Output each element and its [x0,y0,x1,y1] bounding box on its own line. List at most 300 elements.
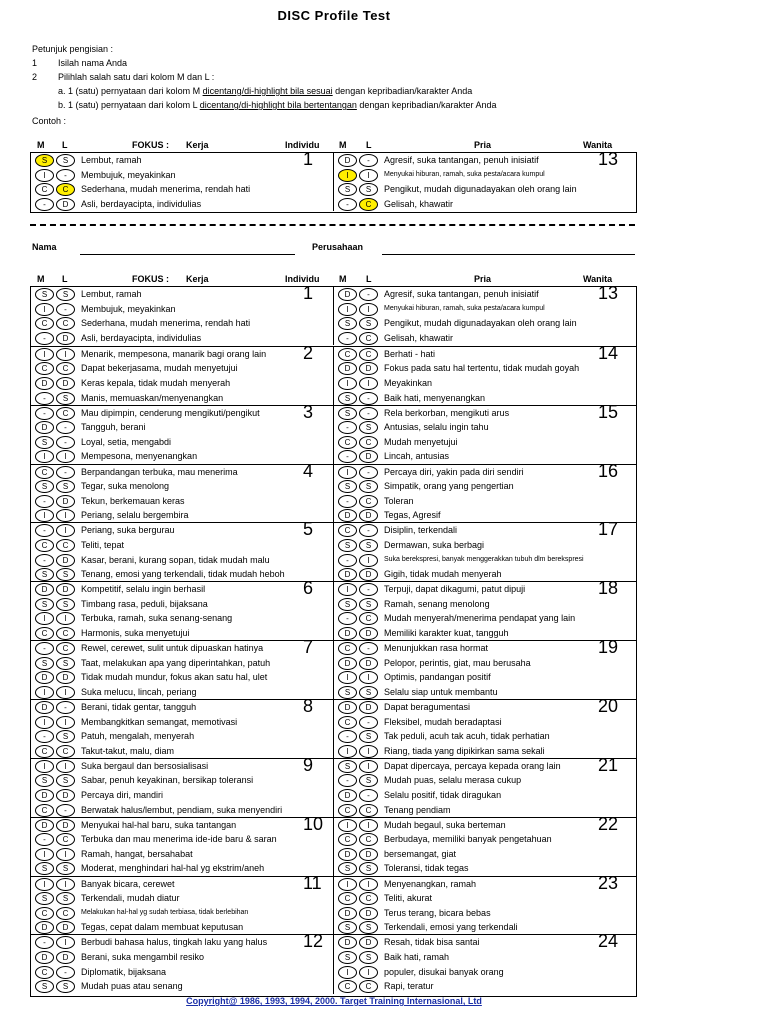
l-choice-oval[interactable]: I [359,554,378,567]
l-choice-oval[interactable]: C [56,407,75,420]
l-choice-oval[interactable]: C [359,436,378,449]
l-choice-oval[interactable]: S [56,774,75,787]
m-choice-oval[interactable]: S [338,407,357,420]
statement-text: Berani, tidak gentar, tangguh [81,701,197,712]
l-choice-oval[interactable]: C [359,833,378,846]
m-choice-oval[interactable]: I [35,612,54,625]
m-choice-oval[interactable]: D [338,154,357,167]
l-choice-oval[interactable]: S [56,892,75,905]
l-choice-oval[interactable]: C [359,198,378,211]
header-m: M [37,140,45,150]
m-choice-oval[interactable]: D [35,421,54,434]
m-choice-oval[interactable]: D [338,362,357,375]
m-choice-oval[interactable]: C [35,745,54,758]
m-choice-oval[interactable]: S [35,154,54,167]
statement-text: Menyukai hiburan, ramah, suka pesta/acara kumpul [384,304,545,312]
statement-text: Terpuji, dapat dikagumi, patut dipuji [384,584,526,595]
header-l: L [62,274,68,284]
question-group-left [31,460,333,523]
l-choice-oval[interactable]: I [56,450,75,463]
l-choice-oval[interactable]: I [359,671,378,684]
m-choice-oval[interactable]: I [338,466,357,479]
m-choice-oval[interactable]: I [35,509,54,522]
l-choice-oval[interactable]: S [359,730,378,743]
statement-text: Teliti, akurat [384,893,433,904]
statement-row [334,744,637,759]
m-choice-oval[interactable]: I [338,671,357,684]
l-choice-oval[interactable]: - [359,154,378,167]
statement-row [334,891,637,906]
statement-row [31,182,333,197]
l-choice-oval[interactable]: S [359,421,378,434]
m-choice-oval[interactable]: C [338,892,357,905]
m-choice-oval[interactable]: I [338,878,357,891]
l-choice-oval[interactable]: - [359,288,378,301]
l-choice-oval[interactable]: S [359,921,378,934]
l-choice-oval[interactable]: D [56,495,75,508]
l-choice-oval[interactable]: I [359,169,378,182]
l-choice-oval[interactable]: - [56,169,75,182]
m-choice-oval[interactable]: - [338,730,357,743]
m-choice-oval[interactable]: C [35,966,54,979]
m-choice-oval[interactable]: - [35,730,54,743]
m-choice-oval[interactable]: S [35,480,54,493]
statement-row [334,818,637,833]
statement-text: Gelisah, khawatir [384,198,454,209]
m-choice-oval[interactable]: I [35,686,54,699]
l-choice-oval[interactable]: D [359,936,378,949]
l-choice-oval[interactable]: D [56,332,75,345]
m-choice-oval[interactable]: C [35,466,54,479]
l-choice-oval[interactable]: - [359,583,378,596]
statement-row [31,153,333,168]
m-choice-oval[interactable]: I [338,377,357,390]
statement-text: Ramah, senang menolong [384,598,490,609]
l-choice-oval[interactable]: C [56,642,75,655]
l-choice-oval[interactable]: S [359,539,378,552]
statement-text: Percaya diri, mandiri [81,789,164,800]
l-choice-oval[interactable]: I [56,686,75,699]
m-choice-oval[interactable]: I [35,716,54,729]
statement-text: Menunjukkan rasa hormat [384,643,489,654]
l-choice-oval[interactable]: I [359,303,378,316]
l-choice-oval[interactable]: I [359,966,378,979]
m-choice-oval[interactable]: D [35,921,54,934]
question-group-right [333,401,637,464]
m-choice-oval[interactable]: C [35,539,54,552]
l-choice-oval[interactable]: D [359,627,378,640]
l-choice-oval[interactable]: S [359,317,378,330]
l-choice-oval[interactable]: D [56,377,75,390]
l-choice-oval[interactable]: C [56,907,75,920]
header-pria: Pria [474,274,492,284]
l-choice-oval[interactable]: C [56,317,75,330]
statement-text: Tenang, emosi yang terkendali, tidak mudah heboh [81,569,285,580]
statement-row [334,861,637,876]
statement-row [31,406,333,421]
m-choice-oval[interactable]: S [35,657,54,670]
l-choice-oval[interactable]: D [359,362,378,375]
statement-text: Menarik, mempesona, manarik bagi orang lain [81,348,267,359]
m-choice-oval[interactable]: D [338,789,357,802]
m-choice-oval[interactable]: D [338,627,357,640]
question-number: 24 [598,931,619,952]
statement-row [31,803,333,818]
l-choice-oval[interactable]: S [56,392,75,405]
m-choice-oval[interactable]: C [35,907,54,920]
l-choice-oval[interactable]: I [56,878,75,891]
statement-text: Mempesona, menyenangkan [81,451,198,462]
perusahaan-field-line[interactable] [382,254,635,255]
m-choice-oval[interactable]: C [35,627,54,640]
m-choice-oval[interactable]: C [35,362,54,375]
m-choice-oval[interactable]: S [338,392,357,405]
m-choice-oval[interactable]: I [338,966,357,979]
m-choice-oval[interactable]: D [35,671,54,684]
m-choice-oval[interactable]: C [35,804,54,817]
l-choice-oval[interactable]: - [56,303,75,316]
statement-row [334,626,637,641]
m-choice-oval[interactable]: S [35,774,54,787]
statement-row [334,538,637,553]
l-choice-oval[interactable]: - [359,407,378,420]
l-choice-oval[interactable]: D [56,554,75,567]
l-choice-oval[interactable]: D [359,657,378,670]
statement-row [334,803,637,818]
l-choice-oval[interactable]: C [359,612,378,625]
statement-row [31,818,333,833]
statement-row [334,376,637,391]
statement-row [31,508,333,523]
m-choice-oval[interactable]: D [35,819,54,832]
m-choice-oval[interactable]: C [338,524,357,537]
l-choice-oval[interactable]: C [56,627,75,640]
question-group-left [31,754,333,817]
m-choice-oval[interactable]: - [338,612,357,625]
l-choice-oval[interactable]: I [359,745,378,758]
l-choice-oval[interactable]: C [359,980,378,993]
m-choice-oval[interactable]: S [338,686,357,699]
m-choice-oval[interactable]: C [338,436,357,449]
l-choice-oval[interactable]: - [56,966,75,979]
m-choice-oval[interactable]: D [338,657,357,670]
l-choice-oval[interactable]: S [56,154,75,167]
m-choice-oval[interactable]: I [338,169,357,182]
l-choice-oval[interactable]: S [56,730,75,743]
question-group-right [333,931,637,993]
statement-text: Berani, suka mengambil resiko [81,951,205,962]
m-choice-oval[interactable]: I [35,169,54,182]
m-choice-oval[interactable]: S [35,288,54,301]
m-choice-oval[interactable]: - [35,642,54,655]
question-group-left [31,637,333,699]
question-block [31,519,636,581]
statement-row [334,316,637,331]
m-choice-oval[interactable]: D [338,288,357,301]
l-choice-oval[interactable]: I [56,760,75,773]
m-choice-oval[interactable]: - [338,332,357,345]
statement-text: Terus terang, bicara bebas [384,907,491,918]
m-choice-oval[interactable]: S [35,598,54,611]
l-choice-oval[interactable]: - [359,642,378,655]
m-choice-oval[interactable]: C [338,642,357,655]
statement-text: Terkendali, mudah diatur [81,893,180,904]
m-choice-oval[interactable]: I [35,348,54,361]
l-choice-oval[interactable]: S [359,183,378,196]
question-number: 7 [303,637,314,658]
m-choice-oval[interactable]: I [35,848,54,861]
m-choice-oval[interactable]: C [338,348,357,361]
question-number: 13 [598,149,619,169]
statement-row [31,656,333,671]
instructions [32,42,496,128]
question-number: 18 [598,578,619,599]
l-choice-oval[interactable]: D [359,450,378,463]
m-choice-oval[interactable]: D [338,701,357,714]
l-choice-oval[interactable]: D [56,921,75,934]
l-choice-oval[interactable]: S [359,862,378,875]
m-choice-oval[interactable]: S [35,862,54,875]
m-choice-oval[interactable]: D [35,789,54,802]
statement-row [31,891,333,906]
l-choice-oval[interactable]: C [56,362,75,375]
l-choice-oval[interactable]: D [56,789,75,802]
m-choice-oval[interactable]: S [338,183,357,196]
l-choice-oval[interactable]: I [56,348,75,361]
l-choice-oval[interactable]: I [359,377,378,390]
step-text: Pilihlah salah satu dari kolom M dan L : [58,72,215,82]
statement-text: Rewel, cerewet, sulit untuk dipuaskan hatinya [81,643,264,654]
m-choice-oval[interactable]: - [35,554,54,567]
l-choice-oval[interactable]: I [359,878,378,891]
m-choice-oval[interactable]: - [35,332,54,345]
l-choice-oval[interactable]: I [56,509,75,522]
statement-text: Berhati - hati [384,348,436,359]
statement-row [31,168,333,183]
m-choice-oval[interactable]: - [35,936,54,949]
m-choice-oval[interactable]: D [35,701,54,714]
m-choice-oval[interactable]: I [338,819,357,832]
question-number: 13 [598,283,619,303]
l-choice-oval[interactable]: C [56,745,75,758]
m-choice-oval[interactable]: D [338,568,357,581]
l-choice-oval[interactable]: D [56,198,75,211]
m-choice-oval[interactable]: - [35,392,54,405]
l-choice-oval[interactable]: I [359,819,378,832]
statement-row [334,553,637,568]
m-choice-oval[interactable]: - [338,198,357,211]
statement-text: Berbudi bahasa halus, tingkah laku yang halus [81,937,268,948]
m-choice-oval[interactable]: S [338,317,357,330]
l-choice-oval[interactable]: S [359,480,378,493]
l-choice-oval[interactable]: S [56,598,75,611]
m-choice-oval[interactable]: S [35,892,54,905]
m-choice-oval[interactable]: - [35,495,54,508]
statement-row [31,361,333,376]
m-choice-oval[interactable]: D [338,509,357,522]
l-choice-oval[interactable]: C [359,348,378,361]
l-choice-oval[interactable]: I [56,936,75,949]
m-choice-oval[interactable]: I [338,303,357,316]
l-choice-oval[interactable]: S [56,480,75,493]
step-number: 1 [32,58,38,68]
l-choice-oval[interactable]: D [359,701,378,714]
m-choice-oval[interactable]: C [338,804,357,817]
m-choice-oval[interactable]: D [35,583,54,596]
l-choice-oval[interactable]: C [359,332,378,345]
l-choice-oval[interactable]: - [359,789,378,802]
l-choice-oval[interactable]: I [56,716,75,729]
header-individu: Individu [285,274,320,284]
m-choice-oval[interactable]: C [35,183,54,196]
m-choice-oval[interactable]: I [338,745,357,758]
m-choice-oval[interactable]: C [338,980,357,993]
main-grid [30,283,637,997]
l-choice-oval[interactable]: C [359,495,378,508]
m-choice-oval[interactable]: - [338,774,357,787]
m-choice-oval[interactable]: I [35,450,54,463]
m-choice-oval[interactable]: I [35,878,54,891]
l-choice-oval[interactable]: C [359,804,378,817]
l-choice-oval[interactable]: S [56,657,75,670]
l-choice-oval[interactable]: S [56,980,75,993]
l-choice-oval[interactable]: - [56,804,75,817]
statement-row [31,744,333,759]
question-group-left [31,149,333,211]
m-choice-oval[interactable]: C [338,716,357,729]
statement-text: Moderat, menghindari hal-hal yg ekstrim/aneh [81,863,265,874]
instruction-b [32,98,496,112]
contoh-label: Contoh : [32,116,67,126]
statement-text: Asli, berdayacipta, individulias [81,198,202,209]
m-choice-oval[interactable]: - [338,495,357,508]
l-choice-oval[interactable]: I [359,760,378,773]
m-choice-oval[interactable]: S [338,862,357,875]
l-choice-oval[interactable]: C [359,892,378,905]
m-choice-oval[interactable]: S [338,951,357,964]
nama-field-line[interactable] [80,254,295,255]
l-choice-oval[interactable]: D [359,848,378,861]
m-choice-oval[interactable]: I [338,583,357,596]
l-choice-oval[interactable]: - [56,421,75,434]
statement-row [334,361,637,376]
l-choice-oval[interactable]: - [56,436,75,449]
statement-text: Dapat beragumentasi [384,701,471,712]
l-choice-oval[interactable]: I [56,524,75,537]
l-choice-oval[interactable]: S [359,951,378,964]
m-choice-oval[interactable]: - [35,833,54,846]
m-choice-oval[interactable]: S [35,980,54,993]
l-choice-oval[interactable]: S [56,288,75,301]
m-choice-oval[interactable]: S [338,921,357,934]
m-choice-oval[interactable]: - [338,554,357,567]
statement-row [31,979,333,994]
m-choice-oval[interactable]: S [35,436,54,449]
question-group-left [31,519,333,581]
l-choice-oval[interactable]: S [56,862,75,875]
l-choice-oval[interactable]: S [56,568,75,581]
question-group-left [31,695,333,758]
l-choice-oval[interactable]: C [56,183,75,196]
l-choice-oval[interactable]: D [56,671,75,684]
m-choice-oval[interactable]: C [35,317,54,330]
l-choice-oval[interactable]: - [359,716,378,729]
m-choice-oval[interactable]: S [338,480,357,493]
statement-row [31,347,333,362]
statement-row [334,685,637,700]
l-choice-oval[interactable]: S [359,774,378,787]
statement-text: Kompetitif, selalu ingin berhasil [81,584,206,595]
m-choice-oval[interactable]: S [35,568,54,581]
question-group-left [31,578,333,640]
statement-text: Takut-takut, malu, diam [81,745,175,756]
statement-row [334,877,637,892]
statement-text: Disiplin, terkendali [384,525,458,536]
statement-row [334,508,637,523]
statement-row [31,920,333,935]
statement-row [334,567,637,582]
l-choice-oval[interactable]: - [56,701,75,714]
l-choice-oval[interactable]: - [359,466,378,479]
m-choice-oval[interactable]: - [35,407,54,420]
l-choice-oval[interactable]: D [56,819,75,832]
l-choice-oval[interactable]: D [56,583,75,596]
m-choice-oval[interactable]: S [338,539,357,552]
m-choice-oval[interactable]: D [338,848,357,861]
l-choice-oval[interactable]: S [359,598,378,611]
instruction-step-1 [32,56,496,70]
header-m: M [37,274,45,284]
statement-text: Mudah puas atau senang [81,981,183,992]
m-choice-oval[interactable]: S [338,760,357,773]
m-choice-oval[interactable]: D [35,951,54,964]
l-choice-oval[interactable]: S [359,686,378,699]
l-choice-oval[interactable]: I [56,612,75,625]
l-choice-oval[interactable]: I [56,848,75,861]
m-choice-oval[interactable]: - [35,524,54,537]
l-choice-oval[interactable]: - [56,466,75,479]
question-number: 10 [303,813,324,834]
m-choice-oval[interactable]: - [338,450,357,463]
dashed-divider [30,224,635,226]
m-choice-oval[interactable]: D [338,907,357,920]
question-block [31,754,636,817]
page-title: DISC Profile Test [277,8,391,23]
l-choice-oval[interactable]: - [359,524,378,537]
l-choice-oval[interactable]: D [359,568,378,581]
m-choice-oval[interactable]: C [338,833,357,846]
m-choice-oval[interactable]: I [35,760,54,773]
statement-text: Berwatak halus/lembut, pendiam, suka menyendiri [81,804,283,815]
m-choice-oval[interactable]: D [35,377,54,390]
statement-text: Pelopor, perintis, giat, mau berusaha [384,657,531,668]
l-choice-oval[interactable]: D [359,509,378,522]
l-choice-oval[interactable]: C [56,539,75,552]
l-choice-oval[interactable]: C [56,833,75,846]
l-choice-oval[interactable]: D [56,951,75,964]
m-choice-oval[interactable]: I [35,303,54,316]
m-choice-oval[interactable]: S [338,598,357,611]
l-choice-oval[interactable]: D [359,907,378,920]
m-choice-oval[interactable]: D [338,936,357,949]
l-choice-oval[interactable]: - [359,392,378,405]
statement-text: Percaya diri, yakin pada diri sendiri [384,466,524,477]
example-grid [30,149,637,213]
statement-row [31,906,333,921]
statement-row [334,847,637,862]
m-choice-oval[interactable]: - [35,198,54,211]
m-choice-oval[interactable]: - [338,421,357,434]
